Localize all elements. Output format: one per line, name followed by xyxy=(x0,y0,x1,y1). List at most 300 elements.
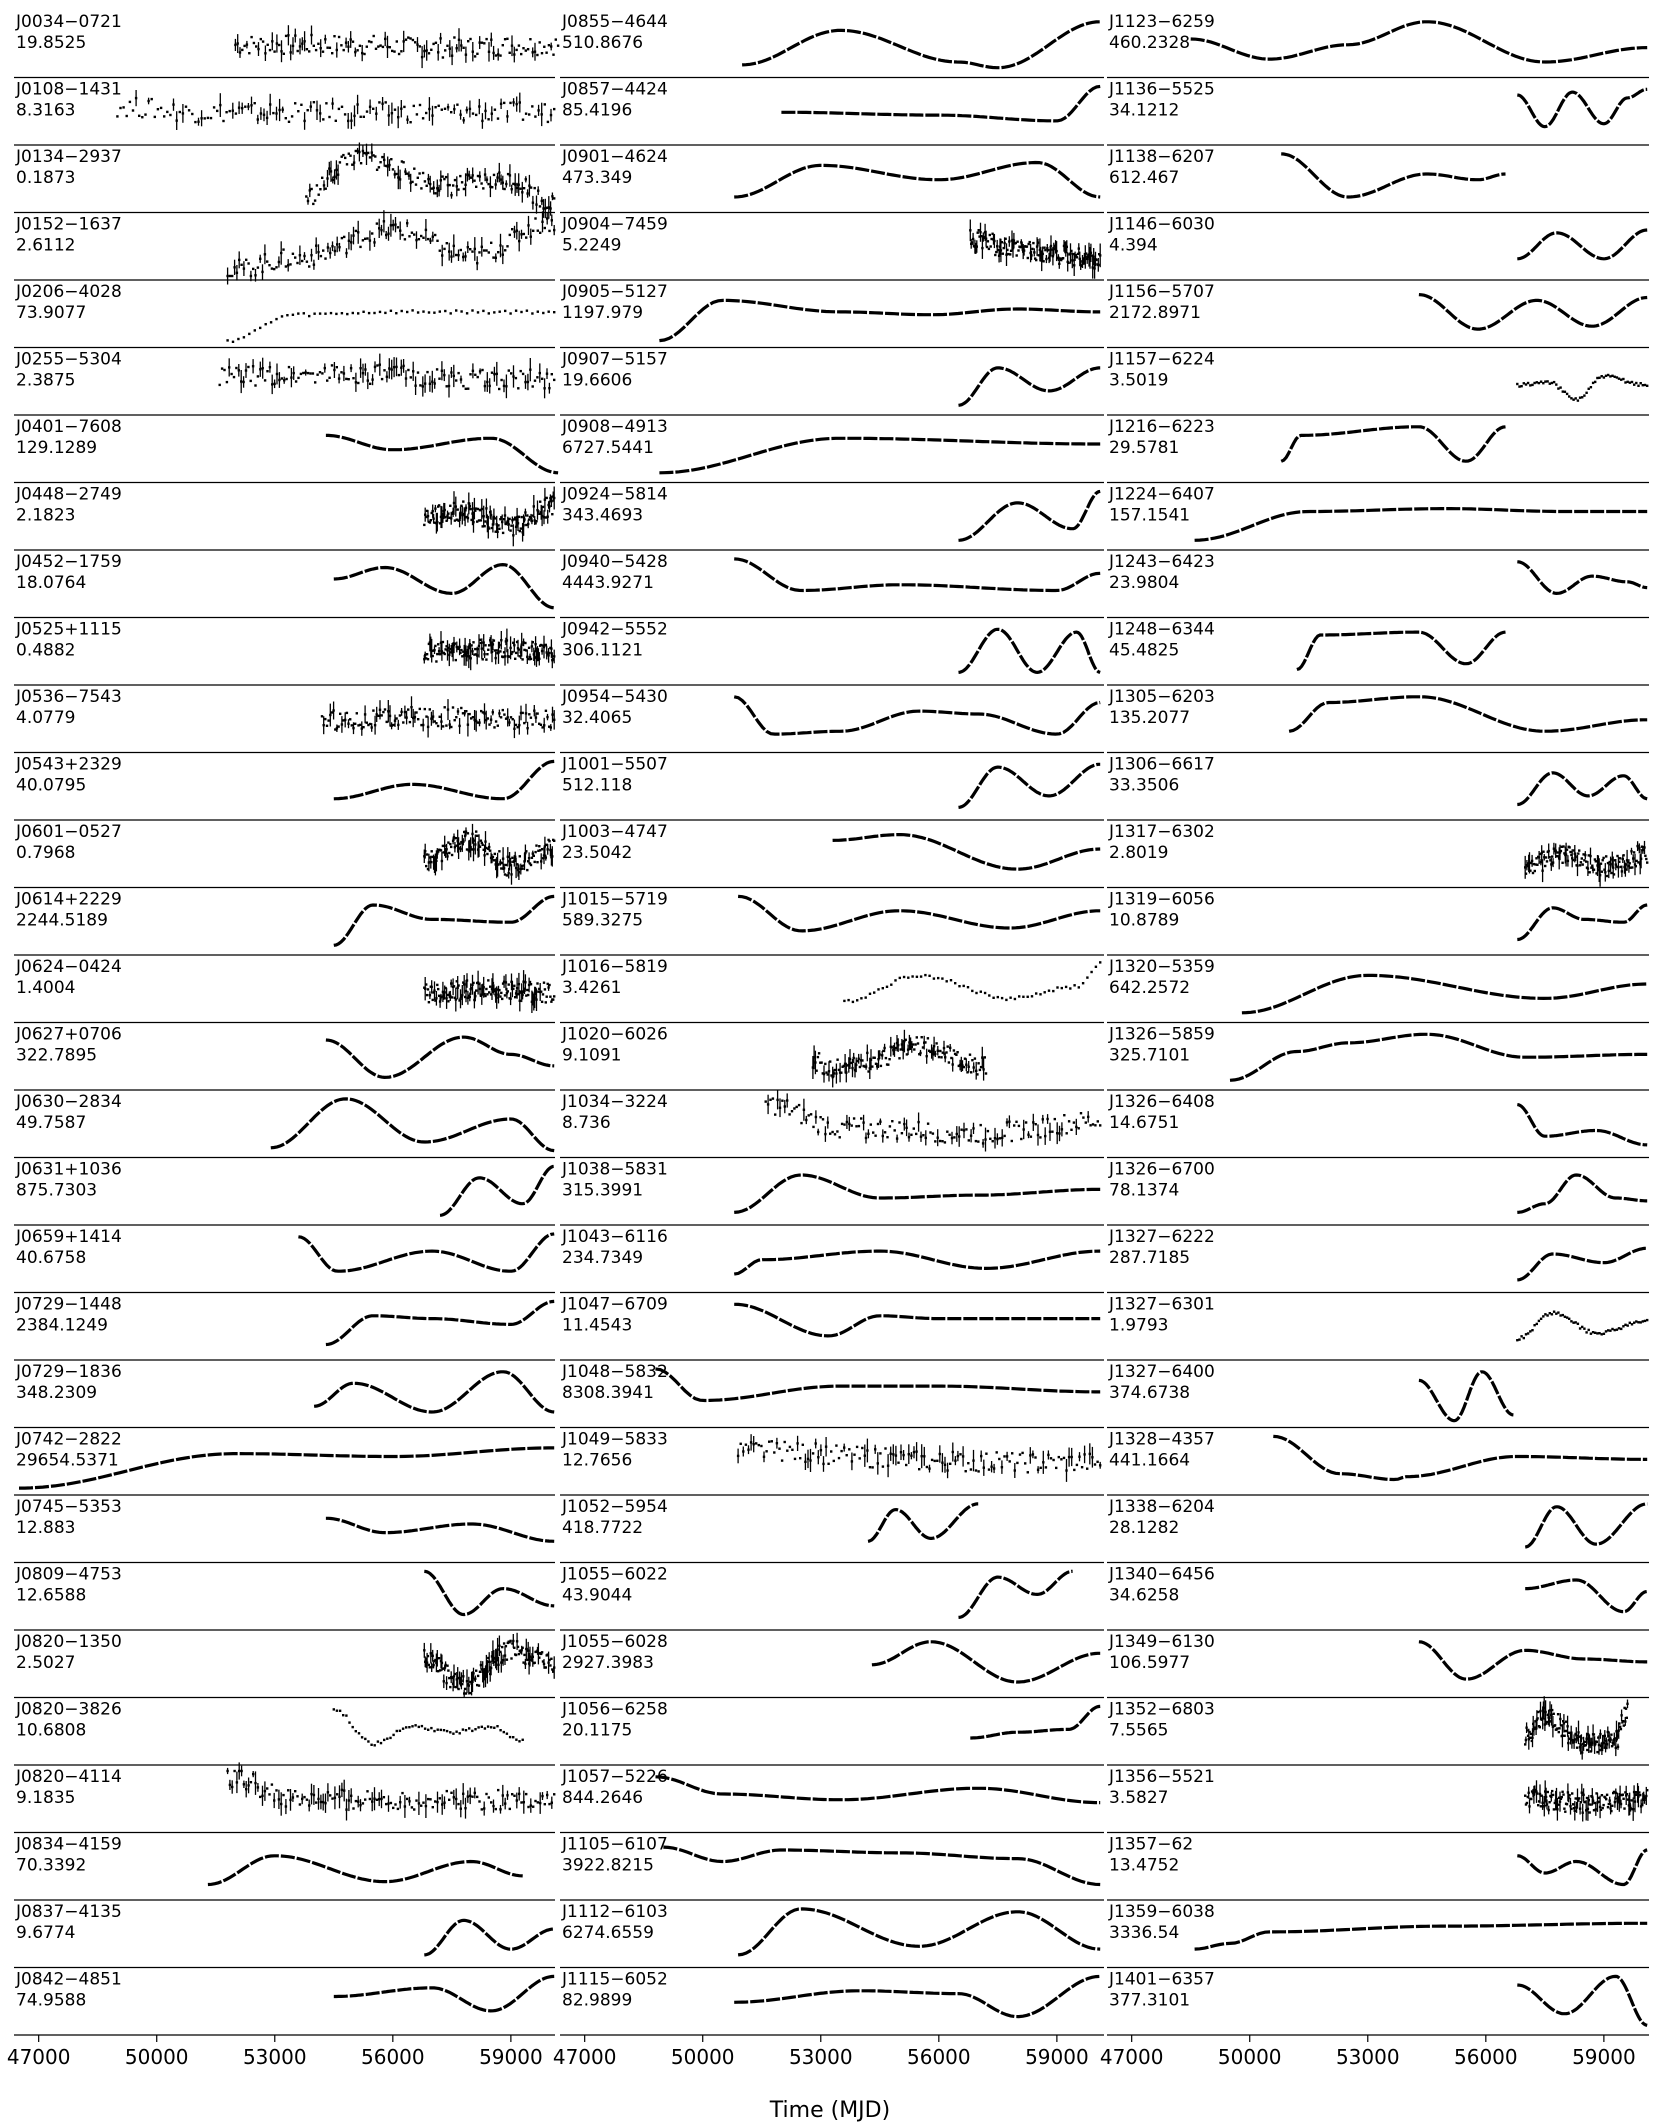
x-axes xyxy=(7,2035,1636,2069)
residual-point xyxy=(515,652,517,654)
residual-point xyxy=(487,717,489,719)
residual-point xyxy=(530,658,532,660)
residual-point xyxy=(1540,1805,1542,1807)
residual-point xyxy=(944,1141,946,1143)
residual-point xyxy=(1611,1328,1613,1330)
residual-point xyxy=(376,364,378,366)
residual-point xyxy=(413,1808,415,1810)
residual-point xyxy=(319,371,321,373)
residual-point xyxy=(503,1731,505,1733)
residual-point xyxy=(555,38,557,40)
residual-point xyxy=(1593,1733,1595,1735)
timing-panel xyxy=(560,1160,1104,1226)
residual-point xyxy=(521,516,523,518)
residual-point xyxy=(1602,1804,1604,1806)
residual-point xyxy=(414,1724,416,1726)
residual-point xyxy=(386,721,388,723)
pulsar-name: J1305−6203 xyxy=(1109,687,1215,707)
pulsar-value: 512.118 xyxy=(562,775,633,796)
residual-point xyxy=(1533,1324,1535,1326)
timing-panel xyxy=(560,1700,1104,1766)
residual-point xyxy=(486,653,488,655)
residual-point xyxy=(829,1133,831,1135)
residual-point xyxy=(550,1001,552,1003)
residual-point xyxy=(836,1059,838,1061)
residual-point xyxy=(257,266,259,268)
residual-point xyxy=(1034,1456,1036,1458)
residual-point xyxy=(491,372,493,374)
residual-point xyxy=(157,108,159,110)
pulsar-name: J1357−62 xyxy=(1109,1834,1194,1855)
residual-point xyxy=(1635,1320,1637,1322)
pulsar-name: J1038−5831 xyxy=(562,1159,668,1180)
residual-series xyxy=(1281,427,1505,462)
residual-point xyxy=(1097,1120,1099,1122)
residual-point xyxy=(545,710,547,712)
residual-point xyxy=(439,716,441,718)
residual-point xyxy=(513,1795,515,1797)
residual-point xyxy=(342,1714,344,1716)
pulsar-value: 29.5781 xyxy=(1109,438,1180,458)
timing-panel xyxy=(560,1970,1104,2036)
residual-series xyxy=(742,22,1100,68)
residual-point xyxy=(545,52,547,54)
residual-point xyxy=(415,183,417,185)
residual-point xyxy=(266,260,268,262)
residual-point xyxy=(520,311,522,313)
residual-point xyxy=(281,377,283,379)
residual-point xyxy=(163,115,165,117)
residual-point xyxy=(402,721,404,723)
residual-point xyxy=(418,172,420,174)
residual-point xyxy=(252,268,254,270)
residual-point xyxy=(549,1664,551,1666)
pulsar-value: 2.5027 xyxy=(16,1653,76,1673)
residual-point xyxy=(774,1113,776,1115)
residual-point xyxy=(1597,1801,1599,1803)
residual-point xyxy=(245,259,247,261)
residual-point xyxy=(1060,1458,1062,1460)
residual-point xyxy=(989,1138,991,1140)
residual-point xyxy=(341,312,343,314)
residual-point xyxy=(306,48,308,50)
residual-point xyxy=(534,1800,536,1802)
residual-point xyxy=(499,650,501,652)
pulsar-name: J0659+1414 xyxy=(16,1227,122,1247)
pulsar-name: J1306−6617 xyxy=(1109,754,1215,775)
residual-point xyxy=(510,1657,512,1659)
timing-panel xyxy=(560,485,1104,551)
residual-point xyxy=(532,641,534,643)
timing-panel xyxy=(560,1295,1104,1361)
residual-point xyxy=(288,121,290,123)
residual-point xyxy=(987,1130,989,1132)
residual-point xyxy=(509,1640,511,1642)
residual-point xyxy=(329,1794,331,1796)
residual-point xyxy=(1070,250,1072,252)
residual-point xyxy=(273,50,275,52)
residual-point xyxy=(531,723,533,725)
residual-point xyxy=(1520,1335,1522,1337)
residual-series xyxy=(959,1571,1073,1617)
residual-point xyxy=(990,245,992,247)
residual-point xyxy=(1598,377,1600,379)
residual-point xyxy=(548,840,550,842)
residual-point xyxy=(517,1646,519,1648)
pulsar-name: J0448−2749 xyxy=(16,484,122,505)
x-tick-label: 50000 xyxy=(670,2045,735,2069)
residual-point xyxy=(352,41,354,43)
residual-point xyxy=(500,992,502,994)
residual-point xyxy=(505,864,507,866)
residual-point xyxy=(366,46,368,48)
residual-point xyxy=(313,101,315,103)
residual-point xyxy=(1553,1713,1555,1715)
residual-point xyxy=(1516,1339,1518,1341)
residual-point xyxy=(445,176,447,178)
residual-point xyxy=(515,377,517,379)
residual-point xyxy=(536,376,538,378)
residual-point xyxy=(1027,257,1029,259)
residual-point xyxy=(545,1001,547,1003)
residual-point xyxy=(442,725,444,727)
residual-point xyxy=(437,988,439,990)
residual-point xyxy=(1629,382,1631,384)
residual-point xyxy=(436,984,438,986)
residual-point xyxy=(1610,872,1612,874)
residual-point xyxy=(526,514,528,516)
residual-point xyxy=(514,658,516,660)
residual-point xyxy=(340,371,342,373)
timing-panel xyxy=(14,210,555,284)
residual-point xyxy=(1627,381,1629,383)
residual-point xyxy=(768,1441,770,1443)
residual-point xyxy=(1575,397,1577,399)
residual-point xyxy=(377,715,379,717)
pulsar-name: J1049−5833 xyxy=(562,1429,668,1450)
pulsar-name: J1048−5832 xyxy=(562,1362,668,1382)
residual-point xyxy=(506,245,508,247)
residual-point xyxy=(882,1465,884,1467)
pulsar-name: J0536−7543 xyxy=(16,687,122,707)
residual-point xyxy=(426,371,428,373)
residual-point xyxy=(1565,1721,1567,1723)
residual-point xyxy=(312,372,314,374)
residual-point xyxy=(786,1450,788,1452)
residual-point xyxy=(933,977,935,979)
residual-point xyxy=(504,994,506,996)
residual-point xyxy=(420,187,422,189)
residual-series xyxy=(738,896,1100,931)
timing-panel xyxy=(1107,1696,1649,1765)
pulsar-value: 6274.6559 xyxy=(562,1923,654,1943)
residual-point xyxy=(282,248,284,250)
residual-point xyxy=(1644,855,1646,857)
residual-point xyxy=(519,188,521,190)
residual-series xyxy=(734,1251,1100,1274)
residual-point xyxy=(956,1051,958,1053)
residual-point xyxy=(308,265,310,267)
residual-point xyxy=(541,848,543,850)
residual-point xyxy=(525,850,527,852)
residual-point xyxy=(1518,1338,1520,1340)
residual-point xyxy=(541,1651,543,1653)
residual-point xyxy=(469,248,471,250)
pulsar-name: J1359−6038 xyxy=(1109,1902,1215,1922)
residual-point xyxy=(740,1443,742,1445)
pulsar-value: 74.9588 xyxy=(16,1990,87,2011)
residual-point xyxy=(476,53,478,55)
residual-point xyxy=(378,166,380,168)
residual-point xyxy=(1618,1722,1620,1724)
residual-point xyxy=(395,173,397,175)
residual-series xyxy=(326,1037,554,1077)
residual-point xyxy=(434,234,436,236)
residual-series xyxy=(424,1571,554,1614)
pulsar-value: 10.8789 xyxy=(1109,910,1180,931)
residual-point xyxy=(497,251,499,253)
residual-point xyxy=(408,235,410,237)
pulsar-value: 19.8525 xyxy=(16,33,87,53)
residual-point xyxy=(530,864,532,866)
residual-point xyxy=(243,336,245,338)
residual-point xyxy=(289,263,291,265)
residual-point xyxy=(500,867,502,869)
residual-point xyxy=(467,832,469,834)
residual-point xyxy=(428,52,430,54)
residual-point xyxy=(381,156,383,158)
residual-point xyxy=(1092,1123,1094,1125)
residual-point xyxy=(455,254,457,256)
residual-point xyxy=(533,855,535,857)
residual-point xyxy=(800,1122,802,1124)
residual-point xyxy=(1595,860,1597,862)
pulsar-name: J0401−7608 xyxy=(16,417,122,437)
residual-point xyxy=(1568,1794,1570,1796)
timing-panel xyxy=(1107,1565,1649,1631)
residual-point xyxy=(1592,1331,1594,1333)
residual-series xyxy=(326,1518,554,1541)
residual-point xyxy=(836,1130,838,1132)
residual-point xyxy=(375,48,377,50)
residual-point xyxy=(1068,1120,1070,1122)
residual-point xyxy=(1527,1332,1529,1334)
residual-point xyxy=(1596,1741,1598,1743)
residual-point xyxy=(493,859,495,861)
residual-point xyxy=(546,497,548,499)
residual-point xyxy=(297,50,299,52)
residual-point xyxy=(1016,254,1018,256)
residual-point xyxy=(1585,1331,1587,1333)
timing-panel xyxy=(14,755,555,821)
pulsar-name: J0834−4159 xyxy=(16,1834,122,1855)
residual-point xyxy=(255,45,257,47)
residual-point xyxy=(548,652,550,654)
residual-point xyxy=(548,311,550,313)
pulsar-name: J0820−4114 xyxy=(16,1767,122,1787)
residual-series xyxy=(959,629,1101,672)
residual-point xyxy=(539,205,541,207)
residual-point xyxy=(361,1736,363,1738)
residual-point xyxy=(1021,1452,1023,1454)
pulsar-value: 325.7101 xyxy=(1109,1045,1191,1066)
residual-point xyxy=(1607,1806,1609,1808)
residual-point xyxy=(760,1445,762,1447)
residual-point xyxy=(502,532,504,534)
residual-point xyxy=(231,275,233,277)
residual-point xyxy=(426,653,428,655)
residual-point xyxy=(308,50,310,52)
x-tick-label: 56000 xyxy=(1454,2045,1518,2069)
residual-point xyxy=(474,510,476,512)
residual-point xyxy=(765,1100,767,1102)
residual-point xyxy=(348,378,350,380)
residual-point xyxy=(886,1136,888,1138)
residual-point xyxy=(1001,241,1003,243)
residual-point xyxy=(485,1793,487,1795)
residual-point xyxy=(1559,386,1561,388)
residual-point xyxy=(1542,382,1544,384)
residual-point xyxy=(856,1446,858,1448)
residual-point xyxy=(404,238,406,240)
residual-series xyxy=(1517,89,1647,126)
residual-point xyxy=(326,379,328,381)
pulsar-value: 20.1175 xyxy=(562,1720,633,1741)
pulsar-value: 3.4261 xyxy=(562,978,622,998)
residual-point xyxy=(213,106,215,108)
pulsar-name: J0614+2229 xyxy=(16,889,122,910)
residual-point xyxy=(483,249,485,251)
pulsar-value: 2172.8971 xyxy=(1109,303,1201,323)
residual-point xyxy=(396,40,398,42)
residual-point xyxy=(1546,860,1548,862)
pulsar-name: J0901−4624 xyxy=(562,147,668,167)
residual-point xyxy=(377,45,379,47)
residual-point xyxy=(500,716,502,718)
residual-point xyxy=(503,102,505,104)
residual-point xyxy=(965,1128,967,1130)
residual-point xyxy=(484,644,486,646)
pulsar-name: J1326−6408 xyxy=(1109,1092,1215,1112)
residual-point xyxy=(541,52,543,54)
residual-point xyxy=(360,116,362,118)
residual-point xyxy=(318,194,320,196)
residual-point xyxy=(406,1798,408,1800)
pulsar-name: J0729−1448 xyxy=(16,1294,122,1315)
residual-point xyxy=(911,975,913,977)
residual-point xyxy=(307,109,309,111)
residual-point xyxy=(1622,1798,1624,1800)
residual-point xyxy=(551,373,553,375)
residual-point xyxy=(773,1451,775,1453)
residual-point xyxy=(402,161,404,163)
residual-point xyxy=(441,175,443,177)
residual-point xyxy=(1569,851,1571,853)
residual-point xyxy=(975,1140,977,1142)
x-tick-label: 47000 xyxy=(6,2045,71,2069)
residual-point xyxy=(1611,375,1613,377)
residual-point xyxy=(971,990,973,992)
residual-point xyxy=(342,154,344,156)
residual-point xyxy=(989,234,991,236)
residual-point xyxy=(527,1806,529,1808)
residual-point xyxy=(871,1466,873,1468)
residual-point xyxy=(455,1731,457,1733)
pulsar-name: J1326−6700 xyxy=(1109,1159,1215,1180)
residual-point xyxy=(1555,383,1557,385)
pulsar-name: J0842−4851 xyxy=(16,1969,122,1990)
residual-point xyxy=(412,39,414,41)
residual-point xyxy=(454,642,456,644)
residual-point xyxy=(478,1684,480,1686)
pulsar-value: 3922.8215 xyxy=(562,1855,654,1876)
residual-point xyxy=(1616,376,1618,378)
timing-panel xyxy=(14,1362,555,1428)
pulsar-name: J0742−2822 xyxy=(16,1429,122,1450)
pulsar-value: 70.3392 xyxy=(16,1855,87,1876)
pulsar-name: J1327−6301 xyxy=(1109,1294,1215,1315)
residual-point xyxy=(453,36,455,38)
residual-point xyxy=(498,989,500,991)
residual-series xyxy=(781,86,1100,121)
residual-point xyxy=(366,237,368,239)
pulsar-name: J0631+1036 xyxy=(16,1159,122,1180)
pulsar-value: 322.7895 xyxy=(16,1045,98,1066)
residual-point xyxy=(364,238,366,240)
residual-point xyxy=(1572,1803,1574,1805)
residual-point xyxy=(948,1061,950,1063)
residual-point xyxy=(1557,1713,1559,1715)
residual-point xyxy=(934,1140,936,1142)
residual-point xyxy=(470,508,472,510)
residual-point xyxy=(443,1729,445,1731)
residual-point xyxy=(1579,1327,1581,1329)
timing-panel xyxy=(14,822,555,888)
pulsar-value: 49.7587 xyxy=(16,1113,87,1133)
residual-point xyxy=(355,1800,357,1802)
residual-point xyxy=(534,851,536,853)
residual-point xyxy=(1540,381,1542,383)
residual-point xyxy=(345,378,347,380)
residual-point xyxy=(988,1468,990,1470)
residual-point xyxy=(437,643,439,645)
residual-point xyxy=(968,1139,970,1141)
residual-point xyxy=(383,369,385,371)
residual-point xyxy=(542,312,544,314)
residual-point xyxy=(1605,375,1607,377)
residual-series xyxy=(734,1175,1100,1212)
residual-point xyxy=(401,310,403,312)
residual-point xyxy=(1540,1318,1542,1320)
residual-point xyxy=(471,1796,473,1798)
residual-point xyxy=(126,115,128,117)
residual-point xyxy=(874,1135,876,1137)
residual-point xyxy=(477,1726,479,1728)
residual-point xyxy=(480,182,482,184)
residual-point xyxy=(449,843,451,845)
residual-point xyxy=(450,846,452,848)
residual-point xyxy=(843,1000,845,1002)
timing-panel xyxy=(560,1430,1104,1496)
residual-point xyxy=(260,38,262,40)
residual-point xyxy=(498,388,500,390)
timing-panel xyxy=(560,755,1104,821)
residual-point xyxy=(454,179,456,181)
residual-point xyxy=(141,116,143,118)
residual-point xyxy=(512,718,514,720)
residual-point xyxy=(472,112,474,114)
residual-point xyxy=(791,1449,793,1451)
